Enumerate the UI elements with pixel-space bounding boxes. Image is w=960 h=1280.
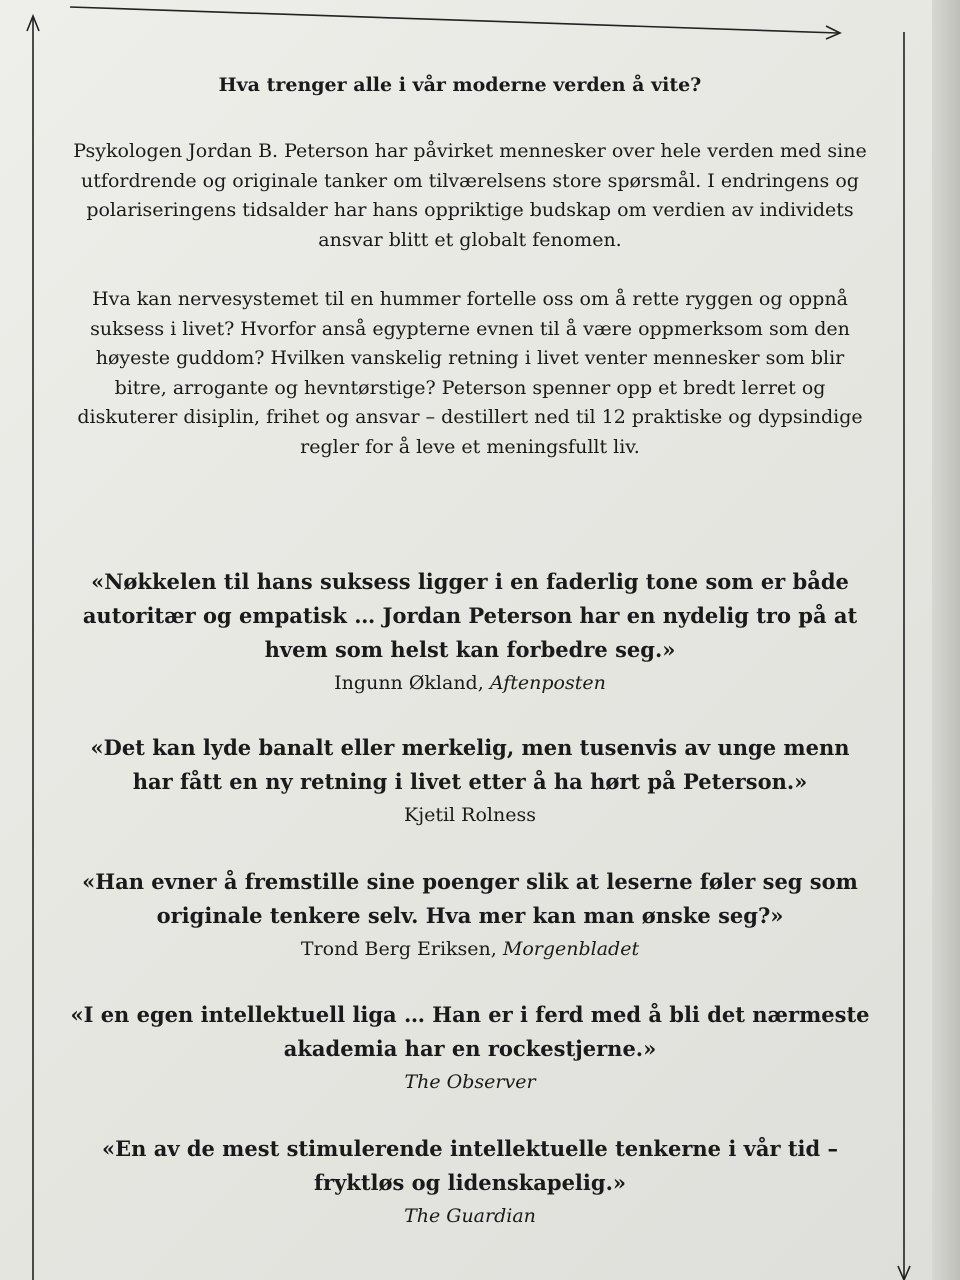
quote-publication: Aftenposten — [489, 672, 606, 694]
quote-text: «En av de mest stimulerende intellektuelle tenkerne i vår tid – fryktløs og lidenskapelig.» — [102, 1136, 838, 1195]
quote-text: «Han evner å fremstille sine poenger slik at leserne føler seg som originale tenkere selv. Hva mer kan man ønske seg?» — [82, 869, 858, 928]
quote-source — [70, 933, 870, 965]
quote-source — [70, 1200, 870, 1232]
quote-author: Trond Berg Eriksen, — [300, 938, 503, 960]
quote-author: Kjetil Rolness — [404, 804, 536, 826]
blurb-paragraph-1: Psykologen Jordan B. Peterson har påvirket mennesker over hele verden med sine utfordrende og originale tanker om tilværelsens store spørsmål. I endringens og polariseringens tidsalder har hans oppriktige budskap om verdien av individets ansvar blitt et globalt fenomen. — [73, 140, 867, 251]
quote-publication: The Observer — [404, 1071, 536, 1093]
quote-text: «Nøkkelen til hans suksess ligger i en faderlig tone som er både autoritær og empatisk … Jordan Peterson har en nydelig tro på at hvem som helst kan forbedre seg.» — [82, 569, 858, 662]
review-quote-1 — [70, 565, 870, 699]
quote-publication: Morgenbladet — [502, 938, 640, 960]
quote-source — [70, 1066, 870, 1098]
blurb-heading: Hva trenger alle i vår moderne verden å vite? — [218, 74, 702, 96]
quote-text: «I en egen intellektuell liga … Han er i ferd med å bli det nærmeste akademia har en rockestjerne.» — [70, 1002, 870, 1061]
review-quote-3 — [70, 865, 870, 965]
quote-text: «Det kan lyde banalt eller merkelig, men tusenvis av unge menn har fått en ny retning i livet etter å ha hørt på Peterson.» — [90, 735, 850, 794]
review-quote-2 — [70, 731, 870, 831]
top-arrow-line — [70, 7, 838, 33]
quote-author: Ingunn Økland, — [334, 672, 490, 694]
quote-publication: The Guardian — [404, 1205, 536, 1227]
blurb-paragraph-2: Hva kan nervesystemet til en hummer fortelle oss om å rette ryggen og oppnå suksess i livet? Hvorfor anså egypterne evnen til å være oppmerksom som den høyeste guddom? Hvilken vanskelig retning i livet venter mennesker som blir bitre, arrogante og hevntørstige? Peterson spenner opp et bredt lerret og diskuterer disiplin, frihet og ansvar – destillert ned til 12 praktiske og dypsindige regler for å leve et meningsfullt liv. — [77, 288, 863, 458]
review-quote-5 — [70, 1132, 870, 1232]
quote-source — [70, 667, 870, 699]
review-quote-4 — [70, 998, 870, 1098]
quote-source — [70, 799, 870, 831]
